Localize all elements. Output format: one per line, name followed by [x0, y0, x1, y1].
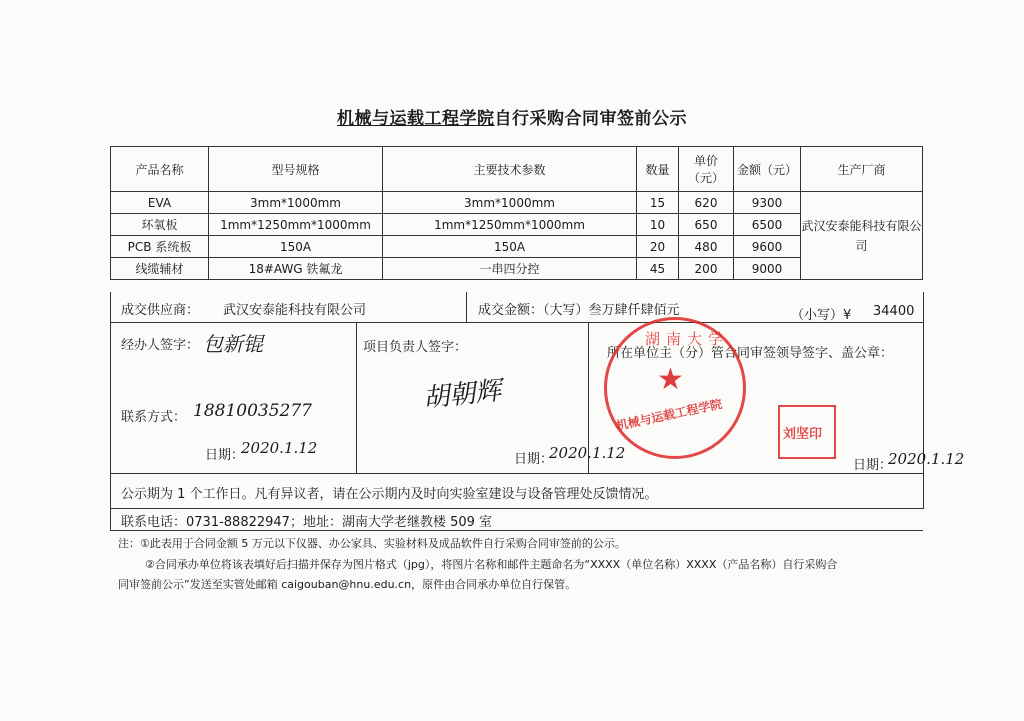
- contact-row: [110, 508, 923, 531]
- cell-params: 1mm*1250mm*1000mm: [383, 214, 637, 236]
- date-label: 日期：: [514, 452, 554, 467]
- cell-params: 一串四分控: [383, 258, 637, 280]
- stamp-department: 机械与运载工程学院: [614, 396, 724, 434]
- seal-text: 刘坚印: [783, 427, 823, 442]
- header-maker: 生产厂商: [801, 147, 923, 192]
- notice-row: [110, 473, 924, 509]
- pm-signature: 胡朝辉: [421, 375, 503, 414]
- cell-qty: 45: [637, 258, 679, 280]
- stamp-university: 湖南大学: [645, 330, 730, 348]
- cell-manufacturer: 武汉安泰能科技有限公司: [801, 192, 923, 280]
- handler-label: 经办人签字：: [121, 338, 200, 353]
- supplier-value: 武汉安泰能科技有限公司: [223, 303, 367, 318]
- header-unit-price: 单价（元）: [679, 147, 734, 192]
- dept-leader-label: 所在单位主（分）管合同审签领导签字、盖公章：: [607, 346, 894, 361]
- cell-unit-price: 200: [679, 258, 734, 280]
- divider: [466, 292, 467, 322]
- date-label: 日期：: [205, 448, 245, 463]
- cell-name: PCB 系统板: [111, 236, 209, 258]
- cell-params: 3mm*1000mm: [383, 192, 637, 214]
- amount-small-value: 34400: [873, 304, 915, 319]
- header-spec: 型号规格: [209, 147, 383, 192]
- table-header: [111, 147, 923, 192]
- star-icon: ★: [657, 362, 684, 397]
- header-name: 产品名称: [111, 147, 209, 192]
- cell-name: 环氧板: [111, 214, 209, 236]
- cell-name: EVA: [111, 192, 209, 214]
- note-line: 注：①此表用于合同金额 5 万元以下仪器、办公家具、实验材料及成品软件自行采购合同审签前的公示。: [118, 537, 626, 550]
- handler-signature: 包新锟: [203, 332, 263, 356]
- cell-spec: 3mm*1000mm: [209, 192, 383, 214]
- title-department: 机械与运载工程学院: [337, 109, 495, 129]
- table-row: [111, 192, 923, 214]
- cell-qty: 15: [637, 192, 679, 214]
- notice-text: 公示期为 1 个工作日。凡有异议者，请在公示期内及时向实验室建设与设备管理处反馈情况。: [121, 487, 658, 502]
- contact-label: 联系方式：: [121, 410, 187, 425]
- date-value: 2020.1.12: [241, 439, 318, 457]
- note-line: 同审签前公示”发送至实管处邮箱 caigouban@hnu.edu.cn，原件由合同承办单位自行保管。: [118, 578, 577, 591]
- amount-small-label: （小写）¥: [791, 308, 852, 323]
- official-stamp: [604, 317, 746, 459]
- date-value: 2020.1.12: [549, 444, 626, 462]
- cell-amount: 9600: [734, 236, 801, 258]
- header-params: 主要技术参数: [383, 147, 637, 192]
- contact-value: 18810035277: [193, 401, 312, 421]
- cell-qty: 10: [637, 214, 679, 236]
- title-rest: 自行采购合同审签前公示: [494, 109, 687, 129]
- cell-spec: 18#AWG 铁氟龙: [209, 258, 383, 280]
- page-title: [0, 104, 1024, 129]
- cell-unit-price: 620: [679, 192, 734, 214]
- product-table: [110, 146, 923, 280]
- cell-name: 线缆辅材: [111, 258, 209, 280]
- cell-unit-price: 480: [679, 236, 734, 258]
- divider: [356, 322, 357, 473]
- cell-spec: 150A: [209, 236, 383, 258]
- cell-amount: 6500: [734, 214, 801, 236]
- cell-params: 150A: [383, 236, 637, 258]
- date-label: 日期：: [853, 458, 893, 473]
- supplier-label: 成交供应商：: [121, 303, 200, 318]
- cell-amount: 9300: [734, 192, 801, 214]
- cell-unit-price: 650: [679, 214, 734, 236]
- cell-qty: 20: [637, 236, 679, 258]
- contact-text: 联系电话：0731-88822947；地址：湖南大学老继教楼 509 室: [121, 515, 493, 530]
- header-qty: 数量: [637, 147, 679, 192]
- pm-label: 项目负责人签字：: [363, 340, 468, 355]
- note-line: ②合同承办单位将该表填好后扫描并保存为图片格式（jpg），将图片名称和邮件主题命名为“XXXX（单位名称）XXXX（产品名称）自行采购合: [145, 558, 838, 571]
- cell-amount: 9000: [734, 258, 801, 280]
- amount-label: 成交金额：（大写）叁万肆仟肆佰元: [478, 303, 680, 318]
- supplier-row: [110, 292, 924, 323]
- cell-spec: 1mm*1250mm*1000mm: [209, 214, 383, 236]
- header-amount: 金额（元）: [734, 147, 801, 192]
- date-value: 2020.1.12: [888, 450, 965, 468]
- personal-seal: [778, 405, 836, 459]
